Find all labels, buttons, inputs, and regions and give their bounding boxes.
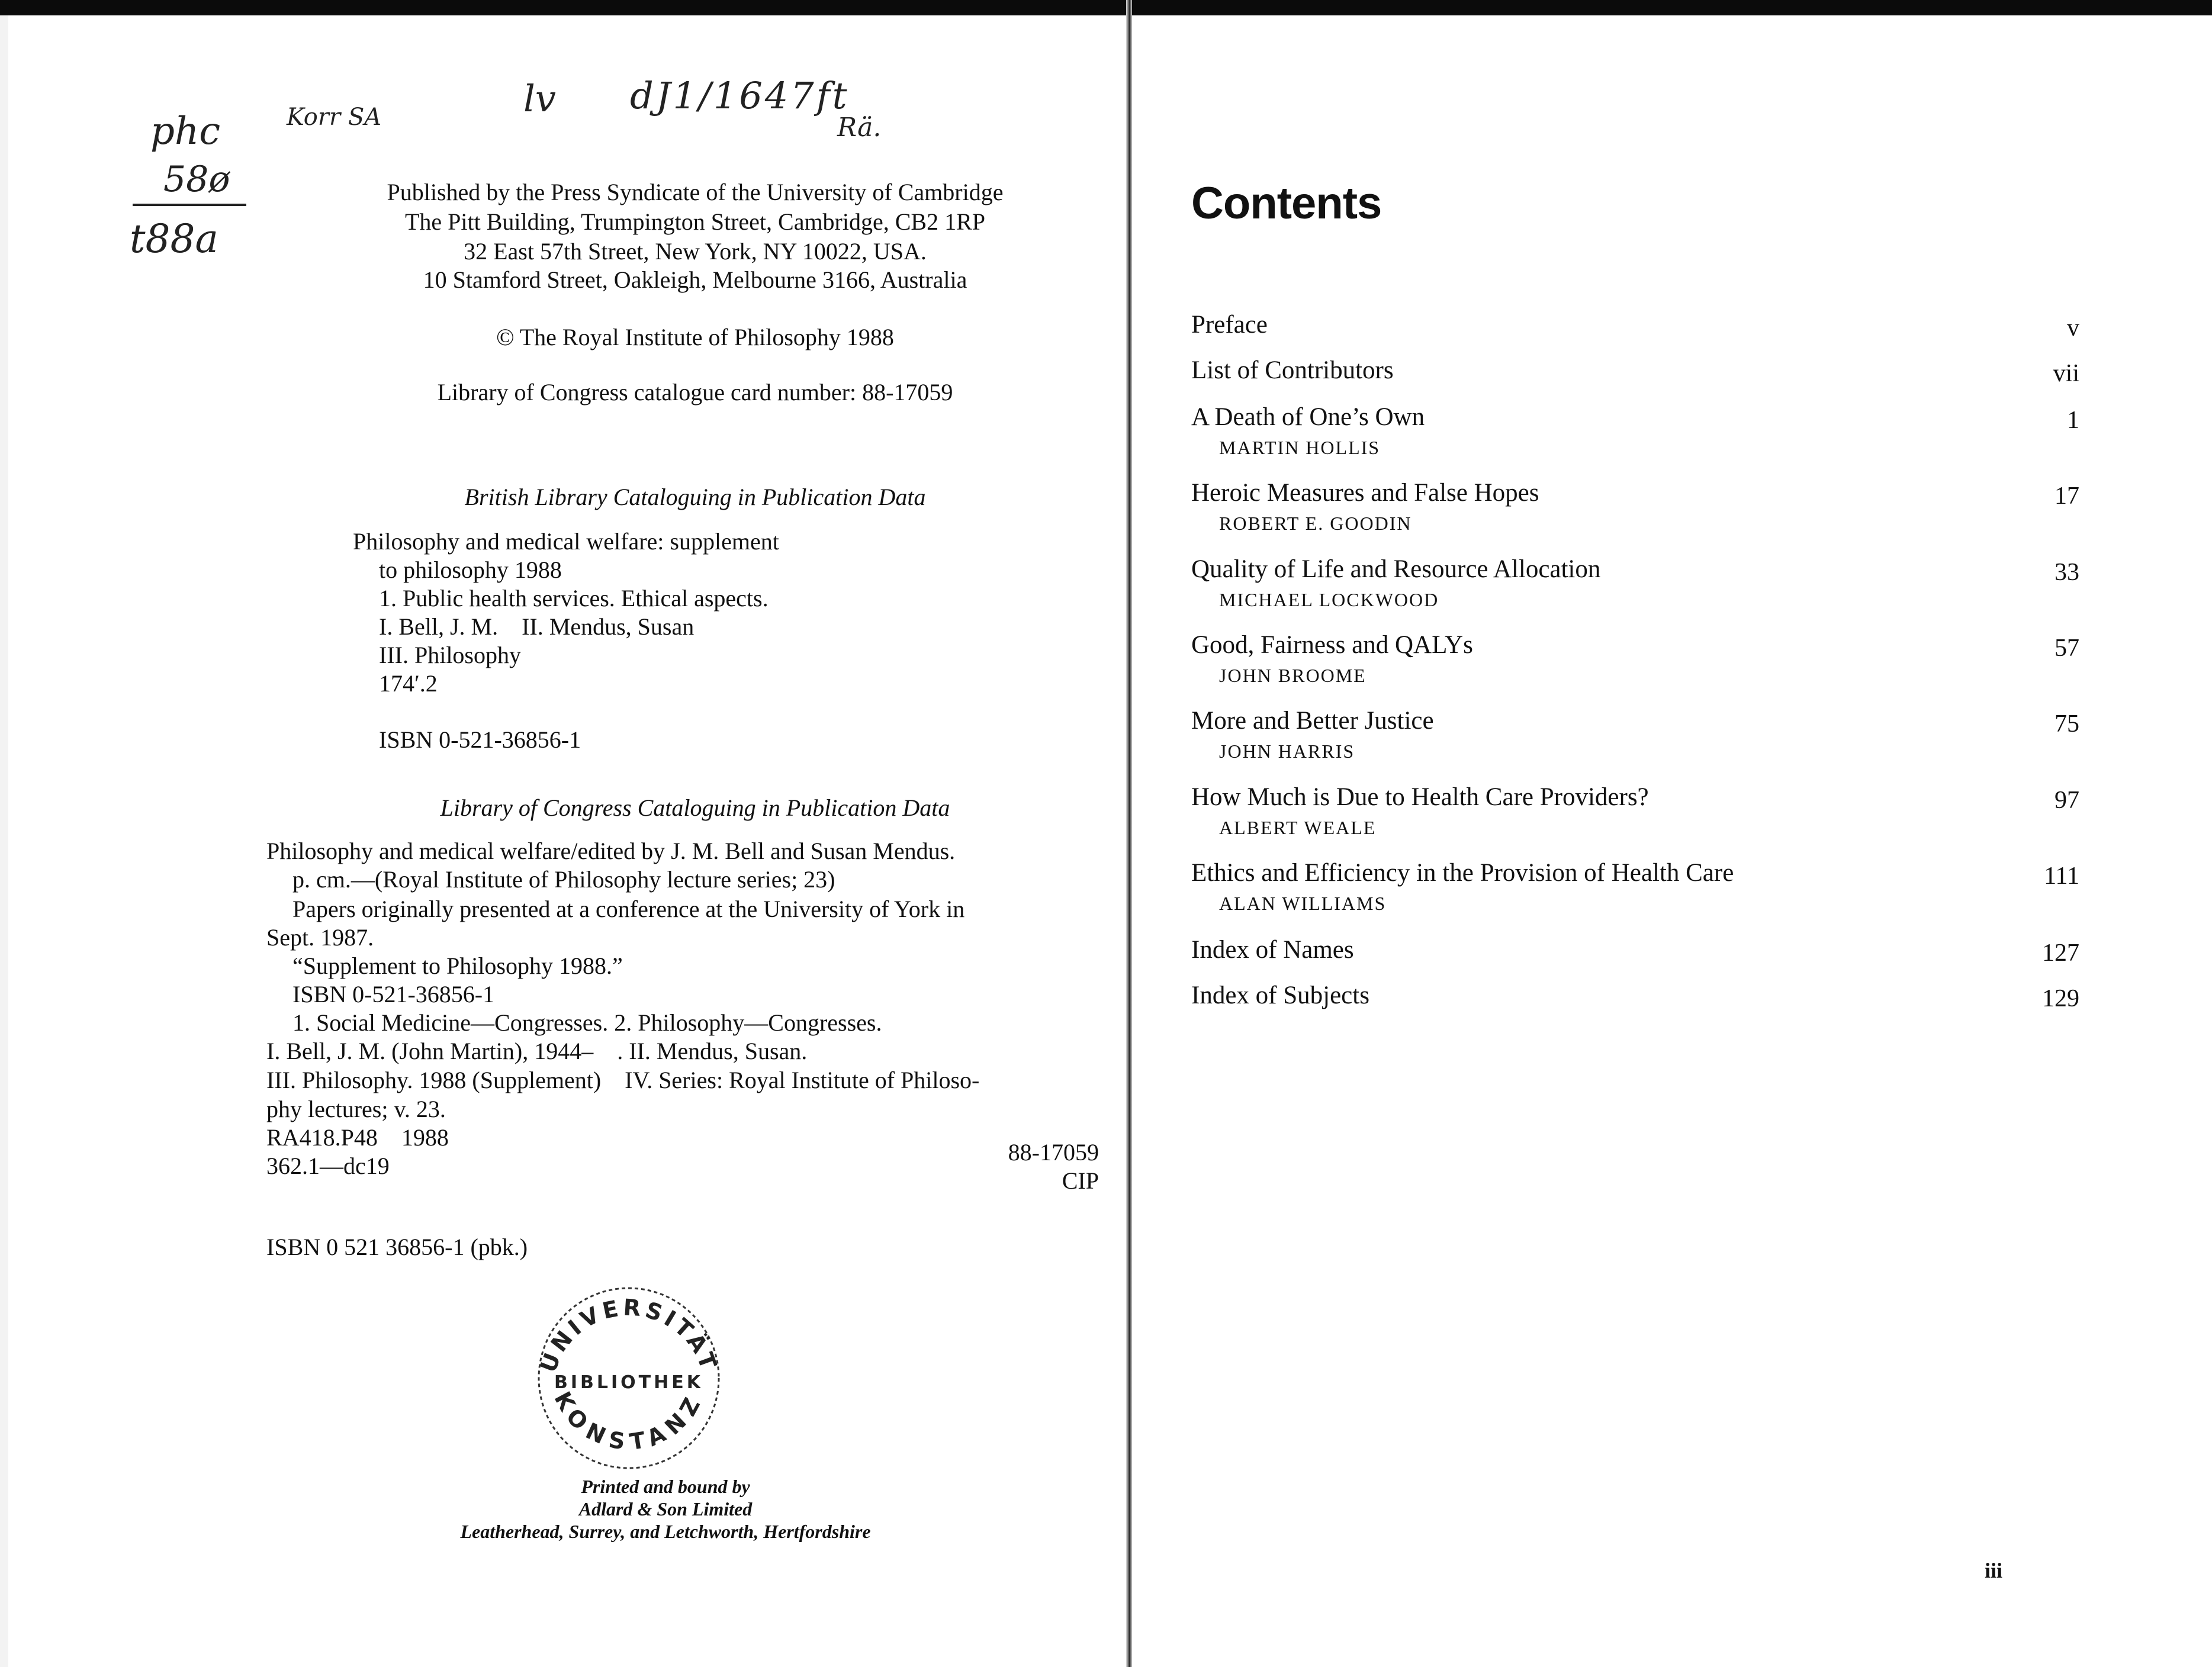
lc-cip-heading: Library of Congress Cataloguing in Publication Data — [440, 794, 950, 821]
lc-cip-line: phy lectures; v. 23. — [266, 1096, 446, 1122]
bl-cip-line: I. Bell, J. M. II. Mendus, Susan — [379, 613, 695, 640]
imprint-page — [8, 0, 1126, 1667]
toc-entry-title: Quality of Life and Resource Allocation — [1191, 555, 1601, 583]
stamp-bottom-text: KONSTANZ — [549, 1387, 709, 1456]
toc-entry-title: List of Contributors — [1191, 356, 1394, 384]
library-stamp — [526, 1282, 731, 1475]
imprint-line: 10 Stamford Street, Oakleigh, Melbourne 3166, Australia — [423, 266, 967, 293]
toc-entry-page: 33 — [2055, 559, 2079, 586]
handwritten-accession-number: dJ1/1647ft — [630, 74, 850, 117]
contents-heading: Contents — [1191, 178, 1382, 229]
bl-cip-line: 1. Public health services. Ethical aspects. — [379, 585, 769, 612]
toc-entry-page: 97 — [2055, 787, 2079, 814]
stamp-middle-text: BIBLIOTHEK — [554, 1372, 703, 1393]
lc-cip-line: 362.1—dc19 — [266, 1153, 390, 1179]
lc-cip-line: Philosophy and medical welfare/edited by J. M. Bell and Susan Mendus. — [266, 838, 956, 864]
bl-cip-line: Philosophy and medical welfare: supplement — [353, 528, 779, 555]
toc-entry-title: Preface — [1191, 311, 1268, 339]
toc-entry-title: How Much is Due to Health Care Providers? — [1191, 783, 1649, 811]
toc-entry-page: 111 — [2044, 863, 2079, 890]
lc-card-number: Library of Congress catalogue card number: 88-17059 — [437, 379, 953, 406]
toc-entry-page: 1 — [2067, 407, 2079, 434]
imprint-line: Published by the Press Syndicate of the University of Cambridge — [387, 179, 1004, 205]
toc-entry-title: Index of Names — [1191, 936, 1354, 964]
handwritten-shelfmark-3: t88a — [130, 216, 218, 262]
bl-cip-isbn: ISBN 0-521-36856-1 — [379, 726, 581, 753]
toc-entry-page: v — [2067, 314, 2079, 342]
handwritten-shelfmark-1: phc — [150, 110, 221, 153]
bl-cip-line: III. Philosophy — [379, 642, 521, 668]
page-number: iii — [1985, 1559, 2003, 1582]
toc-entry-page: 57 — [2055, 635, 2079, 662]
toc-entry-title: Index of Subjects — [1191, 981, 1369, 1009]
lc-cip-line: Papers originally presented at a conference at the University of York in — [292, 896, 965, 922]
lc-cip-line: p. cm.—(Royal Institute of Philosophy lecture series; 23) — [292, 866, 835, 893]
toc-entry-author: ALBERT WEALE — [1219, 817, 1377, 838]
toc-entry-page: 129 — [2042, 985, 2079, 1012]
toc-entry-title: Heroic Measures and False Hopes — [1191, 479, 1539, 507]
lc-cip-line: 1. Social Medicine—Congresses. 2. Philosophy—Congresses. — [292, 1009, 882, 1036]
handwritten-shelfmark-2: 58ø — [163, 159, 230, 200]
handwritten-underline — [133, 204, 246, 206]
lc-cip-card-number: 88-17059 — [1008, 1139, 1099, 1166]
toc-entry-title: Ethics and Efficiency in the Provision of Health Care — [1191, 859, 1734, 887]
handwritten-initials: Rä. — [837, 112, 882, 143]
scan-left-edge — [0, 15, 8, 1667]
toc-entry-author: JOHN BROOME — [1219, 665, 1367, 686]
bl-cip-line: 174′.2 — [379, 670, 438, 697]
printer-line: Adlard & Son Limited — [578, 1498, 753, 1520]
toc-entry-title: More and Better Justice — [1191, 707, 1434, 735]
toc-entry-author: ALAN WILLIAMS — [1219, 893, 1387, 914]
lc-cip-line: Sept. 1987. — [266, 924, 374, 951]
stamp-top-text: UNIVERSITÄT — [535, 1294, 723, 1376]
toc-entry-author: MICHAEL LOCKWOOD — [1219, 589, 1439, 610]
toc-entry-title: Good, Fairness and QALYs — [1191, 631, 1473, 659]
contents-page — [1132, 0, 2212, 1667]
lc-cip-line: III. Philosophy. 1988 (Supplement) IV. Series: Royal Institute of Philoso- — [266, 1067, 980, 1093]
toc-entry-title: A Death of One’s Own — [1191, 403, 1425, 431]
lc-cip-label: CIP — [1062, 1167, 1099, 1194]
lc-cip-line: RA418.P48 1988 — [266, 1124, 449, 1151]
toc-entry-author: ROBERT E. GOODIN — [1219, 513, 1412, 534]
printer-line: Printed and bound by — [581, 1476, 750, 1497]
lc-cip-line: ISBN 0-521-36856-1 — [292, 981, 495, 1008]
toc-entry-page: 75 — [2055, 710, 2079, 738]
book-gutter — [1126, 0, 1132, 1667]
toc-entry-author: MARTIN HOLLIS — [1219, 437, 1381, 458]
handwritten-note-korr: Korr SA — [287, 104, 382, 131]
printer-line: Leatherhead, Surrey, and Letchworth, Hertfordshire — [460, 1521, 871, 1542]
imprint-line: The Pitt Building, Trumpington Street, Cambridge, CB2 1RP — [404, 208, 986, 235]
lc-cip-line: I. Bell, J. M. (John Martin), 1944– . II. Mendus, Susan. — [266, 1038, 808, 1064]
toc-entry-page: 127 — [2042, 939, 2079, 967]
toc-entry-page: 17 — [2055, 482, 2079, 510]
handwritten-note-mark: lv — [523, 77, 556, 120]
lc-cip-line: “Supplement to Philosophy 1988.” — [292, 952, 623, 979]
imprint-line: 32 East 57th Street, New York, NY 10022, USA. — [464, 238, 927, 265]
bl-cip-heading: British Library Cataloguing in Publication Data — [464, 484, 926, 510]
copyright-notice: © The Royal Institute of Philosophy 1988 — [496, 324, 894, 350]
toc-entry-author: JOHN HARRIS — [1219, 741, 1355, 762]
bl-cip-line: to philosophy 1988 — [379, 556, 562, 583]
toc-entry-page: vii — [2053, 360, 2079, 387]
isbn-paperback: ISBN 0 521 36856-1 (pbk.) — [266, 1234, 528, 1260]
